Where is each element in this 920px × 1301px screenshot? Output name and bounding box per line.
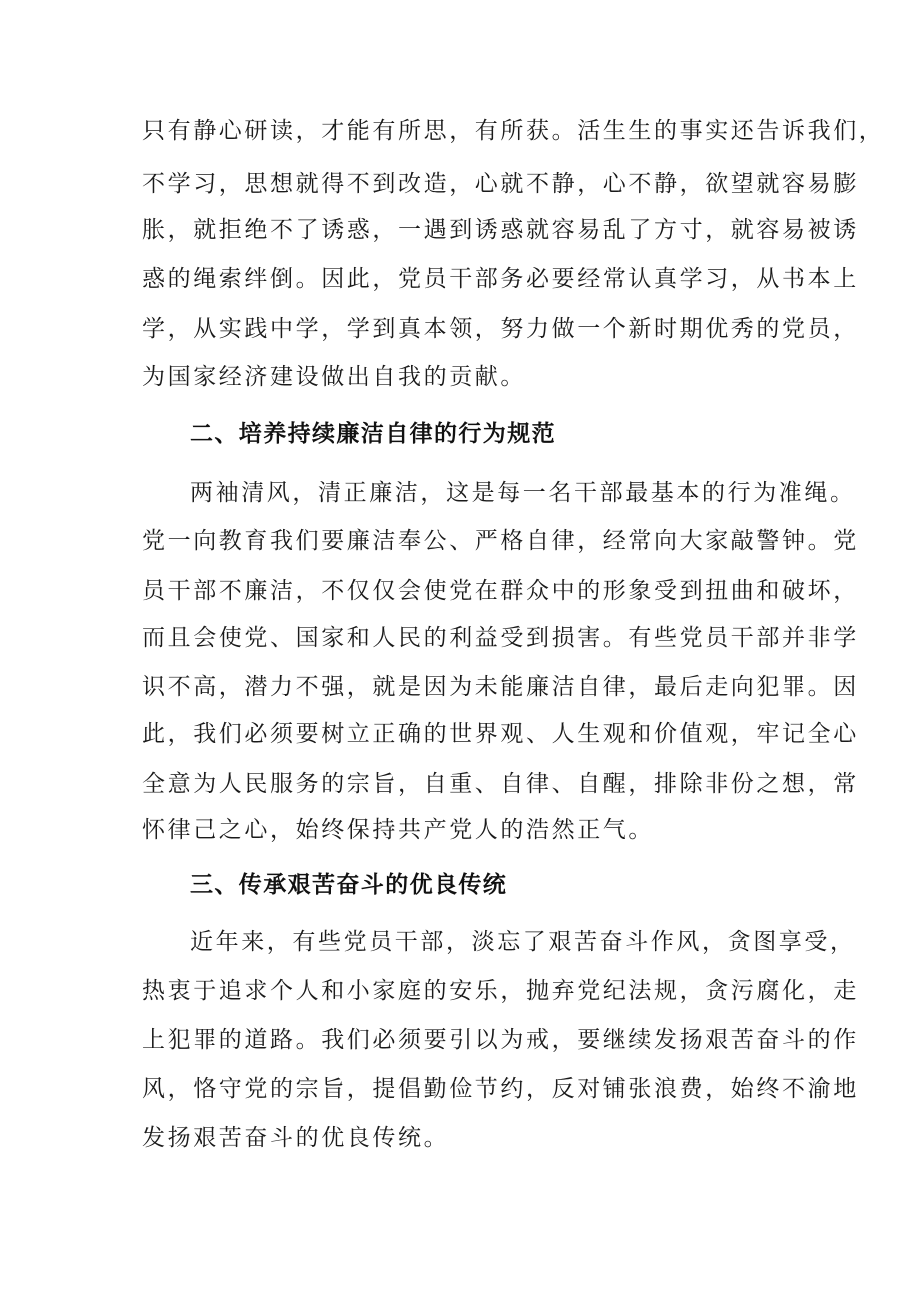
section-2-line: 党一向教育我们要廉洁奉公、严格自律，经常向大家敲警钟。党	[142, 528, 859, 554]
paragraph-1-line: 学，从实践中学，学到真本领，努力做一个新时期优秀的党员，	[142, 316, 859, 342]
section-3-line: 热衷于追求个人和小家庭的安乐，抛弃党纪法规，贪污腐化，走	[142, 978, 859, 1004]
paragraph-1-line: 胀，就拒绝不了诱惑，一遇到诱惑就容易乱了方寸，就容易被诱	[142, 217, 859, 243]
section-2-heading: 二、培养持续廉洁自律的行为规范	[190, 421, 556, 447]
paragraph-1-line: 为国家经济建设做出自我的贡献。	[142, 364, 526, 390]
section-3-line: 近年来，有些党员干部，淡忘了艰苦奋斗作风，贪图享受，	[190, 929, 856, 955]
section-2-line: 怀律己之心，始终保持共产党人的浩然正气。	[142, 817, 654, 843]
section-2-line: 识不高，潜力不强，就是因为未能廉洁自律，最后走向犯罪。因	[142, 674, 859, 700]
paragraph-1-line: 不学习，思想就得不到改造，心就不静，心不静，欲望就容易膨	[142, 171, 859, 197]
paragraph-1-line: 只有静心研读，才能有所思，有所获。活生生的事实还告诉我们，	[142, 118, 885, 144]
section-3-line: 上犯罪的道路。我们必须要引以为戒，要继续发扬艰苦奋斗的作	[142, 1027, 859, 1053]
section-3-heading: 三、传承艰苦奋斗的优良传统	[190, 872, 508, 898]
section-3-line: 发扬艰苦奋斗的优良传统。	[142, 1125, 450, 1151]
section-2-line: 员干部不廉洁，不仅仅会使党在群众中的形象受到扭曲和破坏，	[142, 578, 859, 604]
section-3-line: 风，恪守党的宗旨，提倡勤俭节约，反对铺张浪费，始终不渝地	[142, 1076, 859, 1102]
section-2-line: 而且会使党、国家和人民的利益受到损害。有些党员干部并非学	[142, 625, 859, 651]
section-2-line: 全意为人民服务的宗旨，自重、自律、自醒，排除非份之想，常	[142, 771, 859, 797]
paragraph-1-line: 惑的绳索绊倒。因此，党员干部务必要经常认真学习，从书本上	[142, 266, 859, 292]
section-2-line: 此，我们必须要树立正确的世界观、人生观和价值观，牢记全心	[142, 721, 859, 747]
section-2-line: 两袖清风，清正廉洁，这是每一名干部最基本的行为准绳。	[190, 480, 856, 506]
